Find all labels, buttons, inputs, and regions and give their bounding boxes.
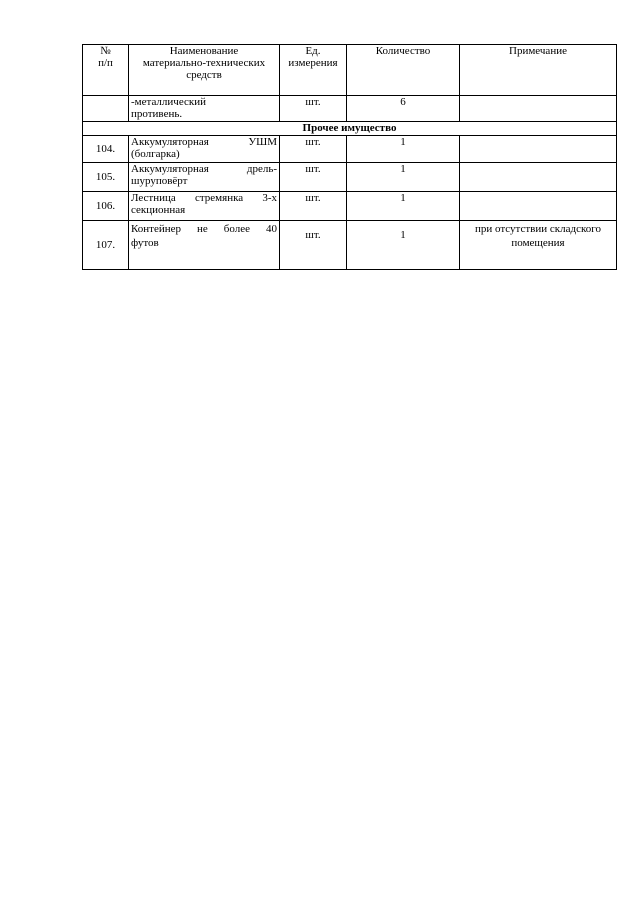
row-name [129,192,280,221]
row-qty: 1 [347,163,460,192]
table-row [83,163,617,192]
row-name-line1: Аккумуляторная дрель- [131,163,277,175]
row-note [460,96,617,122]
header-num-line2: п/п [98,57,113,69]
row-name-line1: Контейнер не более 40 [131,223,277,235]
row-num: 107. [83,221,129,270]
row-qty: 1 [347,136,460,163]
row-unit: шт. [280,192,347,221]
row-name [129,96,280,122]
row-name-line1: -металлический [131,96,206,108]
row-unit: шт. [280,163,347,192]
header-unit [280,45,347,96]
section-title: Прочее имущество [83,122,617,136]
table-row [83,192,617,221]
table-row [83,136,617,163]
row-name [129,163,280,192]
row-unit: шт. [280,221,347,270]
header-num-line1: № [100,45,111,57]
row-qty: 1 [347,221,460,270]
header-qty: Количество [347,45,460,96]
equipment-table [82,44,617,270]
header-name-line2: материально-технических [142,57,266,69]
row-note-line2: помещения [511,237,565,249]
row-name-line2: футов [131,237,159,249]
row-name-line2: противень. [131,108,183,120]
row-qty: 6 [347,96,460,122]
row-note [460,221,617,270]
table-row [83,96,617,122]
row-num: 104. [83,136,129,163]
row-name [129,136,280,163]
header-unit-line2: измерения [288,57,338,69]
row-name [129,221,280,270]
header-name-line3: средств [186,69,222,81]
header-unit-line1: Ед. [305,45,321,57]
row-qty: 1 [347,192,460,221]
row-note-line1: при отсутствии складского [474,223,601,235]
table-header-row [83,45,617,96]
row-note [460,192,617,221]
header-note: Примечание [460,45,617,96]
row-num: 106. [83,192,129,221]
row-name-line2: шуруповёрт [131,175,188,187]
row-name-line2: (болгарка) [131,148,180,160]
row-name-line1: Лестница стремянка 3-х [131,192,277,204]
row-unit: шт. [280,136,347,163]
header-num [83,45,129,96]
row-name-line1: Аккумуляторная УШМ [131,136,277,148]
section-row [83,122,617,136]
row-num [83,96,129,122]
row-unit: шт. [280,96,347,122]
row-note [460,163,617,192]
header-name [129,45,280,96]
row-num: 105. [83,163,129,192]
table-row [83,221,617,270]
row-note [460,136,617,163]
header-name-line1: Наименование [169,45,239,57]
row-name-line2: секционная [131,204,186,216]
